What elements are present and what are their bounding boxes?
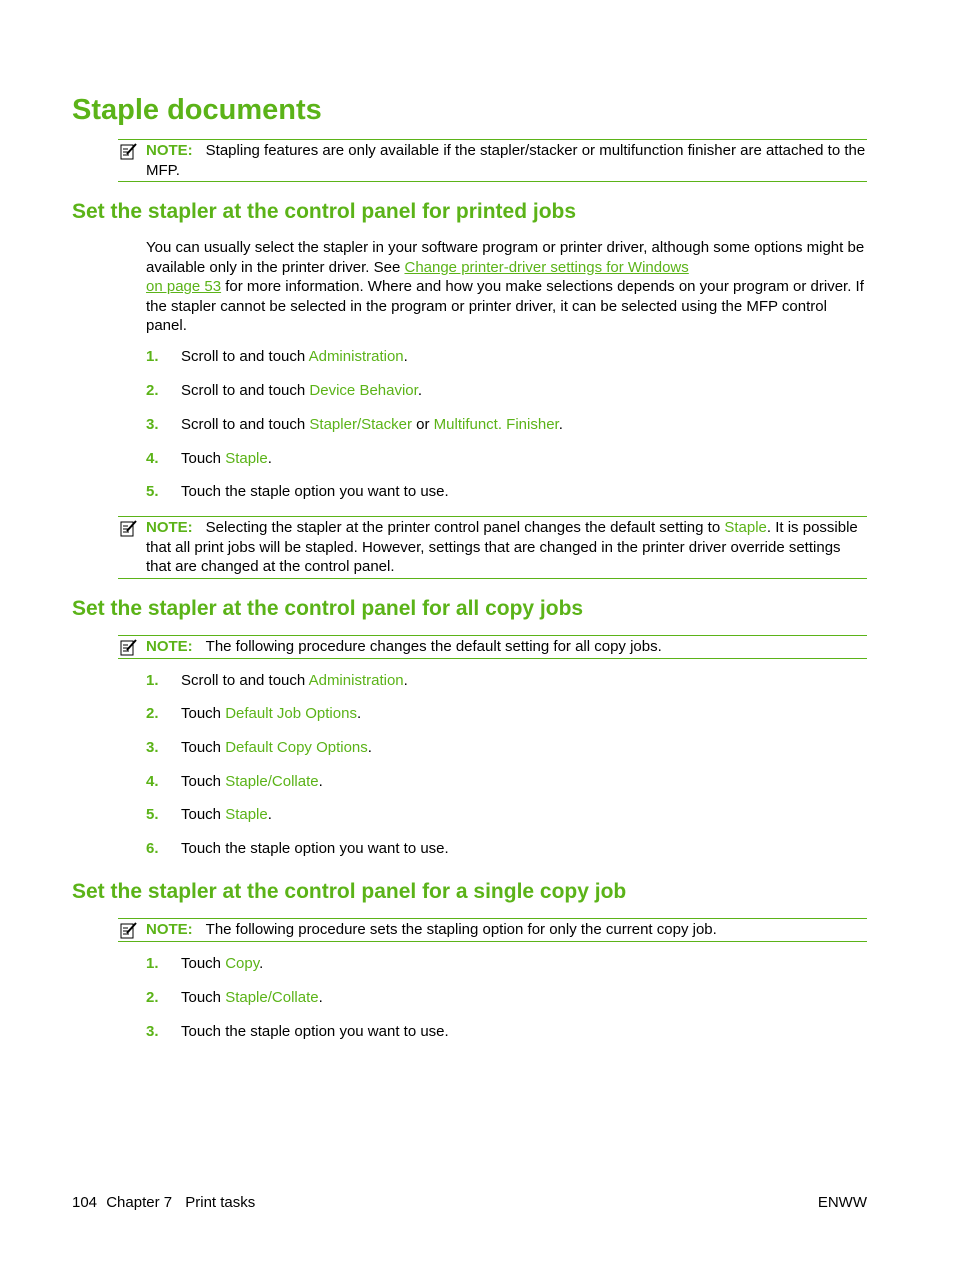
step-text: . <box>403 348 408 365</box>
note-text: . It is possible that all print jobs will be stapled. However, settings that are changed in the printer driver override settings that are changed at the control panel. <box>146 519 858 575</box>
step-text: . <box>318 773 323 790</box>
list-item <box>146 482 449 502</box>
cross-reference-link-page[interactable]: on page 53 <box>146 278 222 295</box>
step-number: 3. <box>146 739 159 756</box>
chapter-title: Print tasks <box>185 1194 256 1211</box>
note-text: Selecting the stapler at the printer control panel changes the default setting to <box>205 519 725 536</box>
note-pencil-icon <box>120 921 138 939</box>
step-number: 2. <box>146 705 159 722</box>
note-label: NOTE: <box>146 638 193 655</box>
note-pencil-icon <box>120 519 138 537</box>
step-text: Scroll to and touch <box>181 416 310 433</box>
paragraph <box>146 238 868 336</box>
list-item <box>146 1022 449 1042</box>
menu-option: Staple/Collate <box>225 773 319 790</box>
step-number: 1. <box>146 955 159 972</box>
step-number: 3. <box>146 416 159 433</box>
step-text: Touch <box>181 989 226 1006</box>
step-text: Touch <box>181 806 226 823</box>
step-text: Touch the staple option you want to use. <box>181 483 449 500</box>
menu-option: Staple <box>724 519 767 536</box>
list-item <box>146 954 263 974</box>
step-number: 1. <box>146 672 159 689</box>
page-footer-right: ENWW <box>817 1194 867 1211</box>
menu-option: Multifunct. Finisher <box>433 416 559 433</box>
step-number: 4. <box>146 450 159 467</box>
step-text: . <box>267 806 272 823</box>
note-text: Stapling features are only available if the stapler/stacker or multifunction finisher are attached to the MFP. <box>146 142 866 179</box>
note-label: NOTE: <box>146 519 193 536</box>
chapter-label: Chapter 7 <box>106 1194 173 1211</box>
cross-reference-link[interactable]: Change printer-driver settings for Windows <box>404 258 689 276</box>
step-text: Scroll to and touch <box>181 672 309 689</box>
menu-option: Staple/Collate <box>225 989 319 1006</box>
step-text: . <box>356 705 362 722</box>
note-text: The following procedure sets the stapling option for only the current copy job. <box>205 921 717 938</box>
paragraph-text: for more information. Where and how you make selections depends on your program or driver. If the stapler cannot be selected in the program or printer driver, it can be selected using the MFP control panel. <box>146 278 864 334</box>
list-item <box>146 415 563 435</box>
page-footer-left <box>72 1193 255 1213</box>
list-item <box>146 381 422 401</box>
list-item <box>146 347 408 367</box>
step-number: 3. <box>146 1023 159 1040</box>
list-item <box>146 704 361 724</box>
step-text: . <box>417 382 422 399</box>
step-number: 5. <box>146 483 159 500</box>
step-number: 2. <box>146 382 159 399</box>
step-text: Scroll to and touch <box>181 382 310 399</box>
step-number: 6. <box>146 840 159 857</box>
step-text: Touch <box>181 955 226 972</box>
step-number: 5. <box>146 806 159 823</box>
step-number: 4. <box>146 773 159 790</box>
step-text: Touch the staple option you want to use. <box>181 840 449 857</box>
list-item <box>146 839 449 859</box>
note-box <box>118 139 867 182</box>
note-box <box>118 918 867 942</box>
list-item <box>146 738 372 758</box>
list-item <box>146 805 272 825</box>
menu-option: Administration <box>308 672 404 689</box>
step-text: Touch <box>181 739 226 756</box>
list-item <box>146 772 323 792</box>
note-box <box>118 635 867 659</box>
section-heading: Set the stapler at the control panel for all copy jobs <box>72 597 584 620</box>
page-title: Staple documents <box>72 94 322 126</box>
step-text: . <box>403 672 408 689</box>
list-item <box>146 671 408 691</box>
note-pencil-icon <box>120 142 138 160</box>
menu-option: Copy <box>225 955 260 972</box>
menu-option: Default Copy Options <box>225 739 368 756</box>
step-number: 2. <box>146 989 159 1006</box>
step-text: or <box>411 416 434 433</box>
step-text: Touch <box>181 773 226 790</box>
menu-option: Stapler/Stacker <box>309 416 412 433</box>
step-text: . <box>367 739 372 756</box>
note-box <box>118 516 867 579</box>
step-text: . <box>318 989 323 1006</box>
note-label: NOTE: <box>146 921 193 938</box>
list-item <box>146 449 272 469</box>
section-heading: Set the stapler at the control panel for printed jobs <box>72 200 577 223</box>
step-text: Touch <box>181 705 226 722</box>
step-text: Touch the staple option you want to use. <box>181 1023 449 1040</box>
page-number: 104 <box>72 1194 98 1211</box>
note-pencil-icon <box>120 638 138 656</box>
step-text: . <box>259 955 264 972</box>
menu-option: Administration <box>308 348 404 365</box>
step-text: . <box>267 450 272 467</box>
step-text: Touch <box>181 450 226 467</box>
paragraph-text: You can usually select the stapler in your software program or printer driver, although some options might be available only in the printer driver. See <box>146 239 865 276</box>
step-text: . <box>558 416 563 433</box>
step-text: Scroll to and touch <box>181 348 309 365</box>
menu-option: Staple <box>225 806 268 823</box>
section-heading: Set the stapler at the control panel for a single copy job <box>72 880 627 903</box>
note-text: The following procedure changes the default setting for all copy jobs. <box>205 638 662 655</box>
list-item <box>146 988 323 1008</box>
menu-option: Device Behavior <box>309 382 418 399</box>
menu-option: Staple <box>225 450 268 467</box>
note-label: NOTE: <box>146 142 193 159</box>
menu-option: Default Job Options <box>225 705 357 722</box>
step-number: 1. <box>146 348 159 365</box>
